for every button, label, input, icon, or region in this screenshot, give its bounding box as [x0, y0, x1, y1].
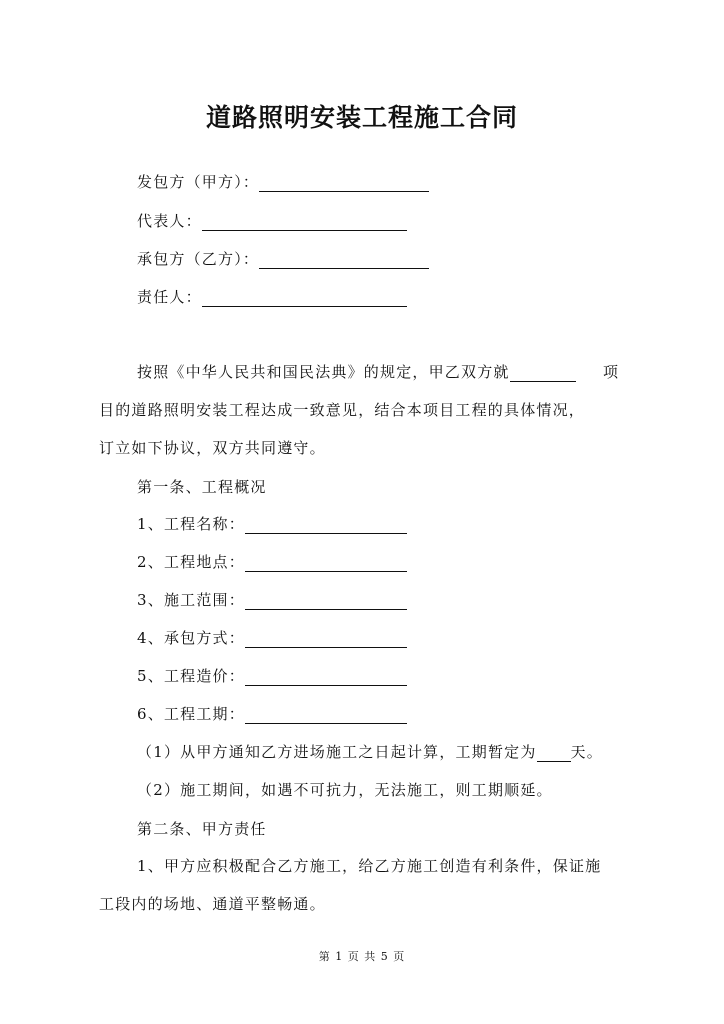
article1-item-3 [137, 590, 407, 610]
article1-item-6 [137, 704, 407, 724]
sub1-text-b: 天。 [570, 743, 603, 761]
item-blank-3 [245, 593, 407, 610]
page-footer: 第 1 页 共 5 页 [318, 950, 406, 963]
party-line-a-rep [137, 211, 407, 231]
party-label-a: 发包方（甲方）： [137, 173, 260, 191]
article2-item1-line2: 工段内的场地、通道平整畅通。 [99, 895, 326, 913]
document-title: 道路照明安装工程施工合同 [205, 103, 518, 132]
party-line-a [137, 172, 429, 192]
party-blank-b [259, 252, 429, 269]
article2-heading: 第二条、甲方责任 [137, 820, 267, 838]
article1-sub-1 [137, 742, 603, 762]
party-blank-a-rep [202, 214, 407, 231]
article1-item-2 [137, 552, 407, 572]
intro-line-1 [137, 362, 576, 382]
item-label-2: 2、工程地点： [137, 553, 245, 571]
party-label-b-rep: 责任人： [137, 288, 202, 306]
party-label-a-rep: 代表人： [137, 212, 202, 230]
party-line-b [137, 249, 429, 269]
item-blank-5 [245, 669, 407, 686]
party-blank-a [259, 175, 429, 192]
party-label-b: 承包方（乙方）： [137, 250, 260, 268]
days-blank [537, 745, 571, 762]
article1-item-1 [137, 514, 407, 534]
item-label-4: 4、承包方式： [137, 629, 245, 647]
article2-item1-line1: 1、甲方应积极配合乙方施工，给乙方施工创造有利条件，保证施 [137, 857, 602, 875]
item-blank-1 [245, 517, 407, 534]
item-label-1: 1、工程名称： [137, 515, 245, 533]
article1-heading: 第一条、工程概况 [137, 478, 267, 496]
sub1-text-a: （1）从甲方通知乙方进场施工之日起计算，工期暂定为 [137, 743, 537, 761]
item-blank-2 [245, 555, 407, 572]
intro-text-1a: 按照《中华人民共和国民法典》的规定，甲乙双方就 [137, 363, 510, 381]
party-line-b-rep [137, 287, 407, 307]
item-blank-4 [245, 631, 407, 648]
article1-item-5 [137, 666, 407, 686]
item-label-3: 3、施工范围： [137, 591, 245, 609]
item-label-6: 6、工程工期： [137, 705, 245, 723]
article1-item-4 [137, 628, 407, 648]
item-blank-6 [245, 707, 407, 724]
intro-line-3: 订立如下协议，双方共同遵守。 [99, 439, 326, 457]
article1-sub-2: （2）施工期间，如遇不可抗力，无法施工，则工期顺延。 [137, 781, 553, 799]
item-label-5: 5、工程造价： [137, 667, 245, 685]
intro-text-1b: 项 [603, 363, 620, 381]
intro-line-2: 目的道路照明安装工程达成一致意见，结合本项目工程的具体情况， [99, 401, 586, 419]
party-blank-b-rep [202, 290, 407, 307]
project-name-blank [510, 365, 576, 382]
